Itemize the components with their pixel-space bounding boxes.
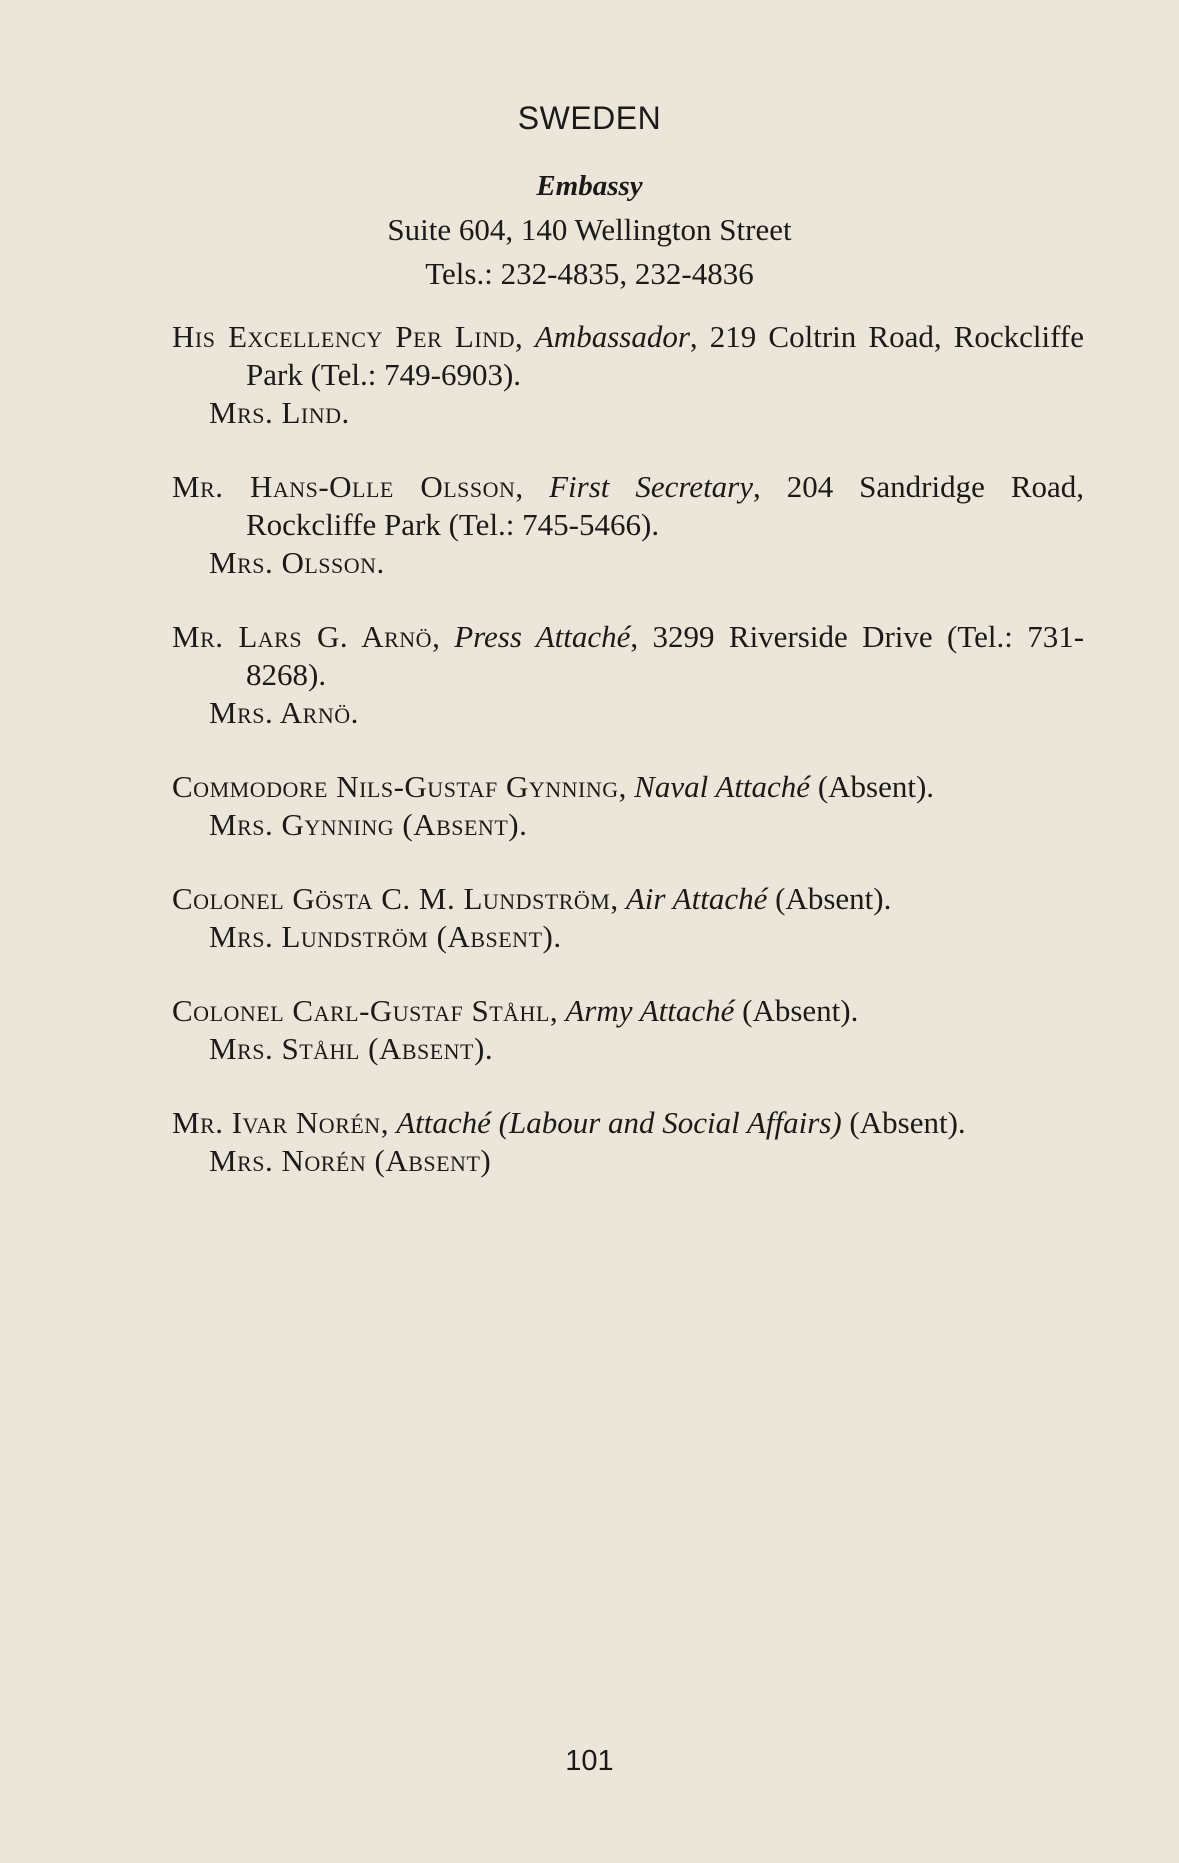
staff-entry bbox=[172, 880, 1084, 956]
page-number: 101 bbox=[565, 1745, 614, 1777]
staff-entry-main: Colonel Gösta C. M. Lundström, Air Attaché (Absent). bbox=[172, 881, 892, 916]
staff-title: Air Attaché bbox=[625, 881, 768, 916]
staff-name: Mr. Ivar Norén bbox=[172, 1105, 381, 1140]
staff-entry-main: Colonel Carl-Gustaf Ståhl, Army Attaché (Absent). bbox=[172, 993, 859, 1028]
staff-entry bbox=[172, 468, 1084, 582]
staff-name: Mr. Hans-Olle Olsson bbox=[172, 469, 516, 504]
staff-name: Colonel Gösta C. M. Lundström bbox=[172, 881, 611, 916]
office-address: Suite 604, 140 Wellington Street bbox=[387, 212, 792, 247]
spouse-name: Mrs. Lind. bbox=[209, 395, 350, 430]
staff-details: (Absent). bbox=[734, 993, 859, 1028]
spouse-name: Mrs. Norén (Absent) bbox=[209, 1143, 492, 1178]
staff-title: First Secretary bbox=[549, 469, 753, 504]
staff-name: Commodore Nils-Gustaf Gynning bbox=[172, 769, 619, 804]
staff-title: Army Attaché bbox=[565, 993, 735, 1028]
staff-title: Ambassador bbox=[534, 319, 690, 354]
spouse-name: Mrs. Gynning (Absent). bbox=[209, 807, 528, 842]
staff-entry-main: Mr. Hans-Olle Olsson, First Secretary, 204 Sandridge Road, Rockcliffe Park (Tel.: 745-5466). bbox=[172, 469, 1085, 542]
staff-details: , 3299 Riverside Drive (Tel.: 731-8268). bbox=[246, 619, 1085, 692]
staff-entry bbox=[172, 1104, 1084, 1180]
spouse-name: Mrs. Arnö. bbox=[209, 695, 359, 730]
staff-title: Attaché (Labour and Social Affairs) bbox=[396, 1105, 842, 1140]
staff-details: (Absent). bbox=[767, 881, 892, 916]
staff-details: , 219 Coltrin Road, Rockcliffe Park (Tel.: 749-6903). bbox=[246, 319, 1085, 392]
office-telephones: Tels.: 232-4835, 232-4836 bbox=[425, 256, 754, 291]
staff-details: (Absent). bbox=[841, 1105, 966, 1140]
spouse-name: Mrs. Lundström (Absent). bbox=[209, 919, 562, 954]
spouse-name: Mrs. Olsson. bbox=[209, 545, 385, 580]
staff-name: Mr. Lars G. Arnö bbox=[172, 619, 433, 654]
staff-title: Press Attaché bbox=[454, 619, 631, 654]
staff-list bbox=[172, 318, 1084, 1216]
staff-entry-main: Mr. Ivar Norén, Attaché (Labour and Social Affairs) (Absent). bbox=[172, 1105, 966, 1140]
staff-title: Naval Attaché bbox=[634, 769, 811, 804]
staff-name: His Excellency Per Lind bbox=[172, 319, 515, 354]
staff-entry bbox=[172, 318, 1084, 432]
spouse-name: Mrs. Ståhl (Absent). bbox=[209, 1031, 494, 1066]
staff-entry-main: Mr. Lars G. Arnö, Press Attaché, 3299 Riverside Drive (Tel.: 731-8268). bbox=[172, 619, 1085, 692]
staff-entry-main: Commodore Nils-Gustaf Gynning, Naval Attaché (Absent). bbox=[172, 769, 935, 804]
staff-entry bbox=[172, 768, 1084, 844]
country-heading: SWEDEN bbox=[517, 100, 662, 136]
staff-entry-main: His Excellency Per Lind, Ambassador, 219 Coltrin Road, Rockcliffe Park (Tel.: 749-6903). bbox=[172, 319, 1085, 392]
office-subheading: Embassy bbox=[536, 170, 643, 202]
staff-name: Colonel Carl-Gustaf Ståhl bbox=[172, 993, 550, 1028]
staff-details: , 204 Sandridge Road, Rockcliffe Park (Tel.: 745-5466). bbox=[246, 469, 1085, 542]
staff-entry bbox=[172, 618, 1084, 732]
staff-details: (Absent). bbox=[810, 769, 935, 804]
staff-entry bbox=[172, 992, 1084, 1068]
